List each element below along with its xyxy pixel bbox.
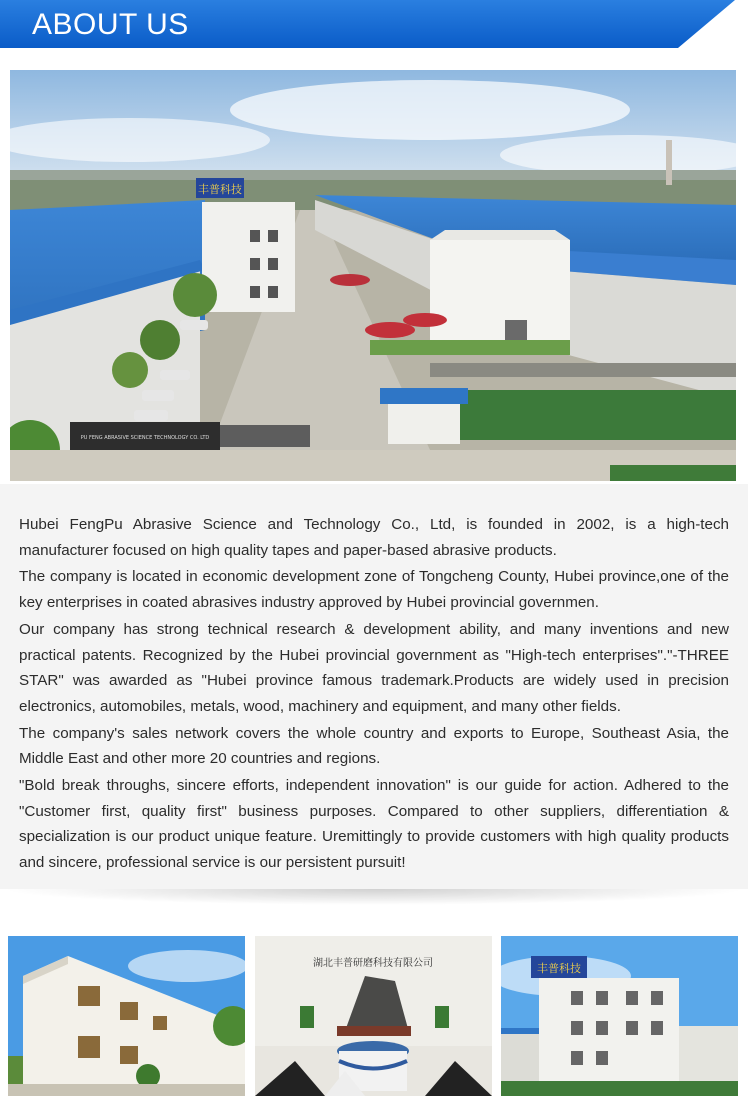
tower-sign: 丰普科技 <box>537 962 581 975</box>
gate-sign: PU FENG ABRASIVE SCIENCE TECHNOLOGY CO. LTD <box>80 435 210 441</box>
panel-shadow <box>0 889 748 905</box>
building-sign: 丰普科技 <box>198 183 242 196</box>
lobby-sign: 湖北丰普研磨科技有限公司 <box>313 958 433 969</box>
about-paragraph: Our company has strong technical research & development ability, and many inventions and new practical patents. Recognized by the Hubei provincial government as "High-tech enterprises"."-THREE STAR" was awarded as "Hubei province famous trademark.Products are widely used in precision electronics, automobiles, metals, wood, machinery and equipment, and many other fields. <box>19 620 729 715</box>
page-title: ABOUT US <box>32 8 189 41</box>
factory-aerial-photo <box>10 70 736 481</box>
about-paragraph: "Bold break throughs, sincere efforts, independent innovation" is our guide for action. Adhered to the "Customer first, quality first" business purposes. Compared to other suppliers, differentiation & specialization is our product unique feature. Uremittingly to provide customers with high quality products and sincere, professional service is our persistent pursuit! <box>19 777 729 872</box>
office-tower-photo <box>501 936 738 1096</box>
about-paragraph: The company is located in economic development zone of Tongcheng County, Hubei province,one of the key enterprises in coated abrasives industry approved by Hubei provincial governmen. <box>19 568 729 612</box>
lobby-stone-photo <box>255 936 492 1096</box>
about-paragraph: The company's sales network covers the whole country and exports to Europe, Southeast Asia, the Middle East and other more 20 countries and regions. <box>19 724 729 768</box>
about-paragraph: Hubei FengPu Abrasive Science and Technology Co., Ltd, is founded in 2002, is a high-tech manufacturer focused on high quality tapes and paper-based abrasive products. <box>19 516 729 559</box>
office-building-photo <box>8 936 245 1096</box>
about-text <box>19 512 729 877</box>
about-description-panel <box>0 484 748 889</box>
section-header <box>0 0 750 48</box>
